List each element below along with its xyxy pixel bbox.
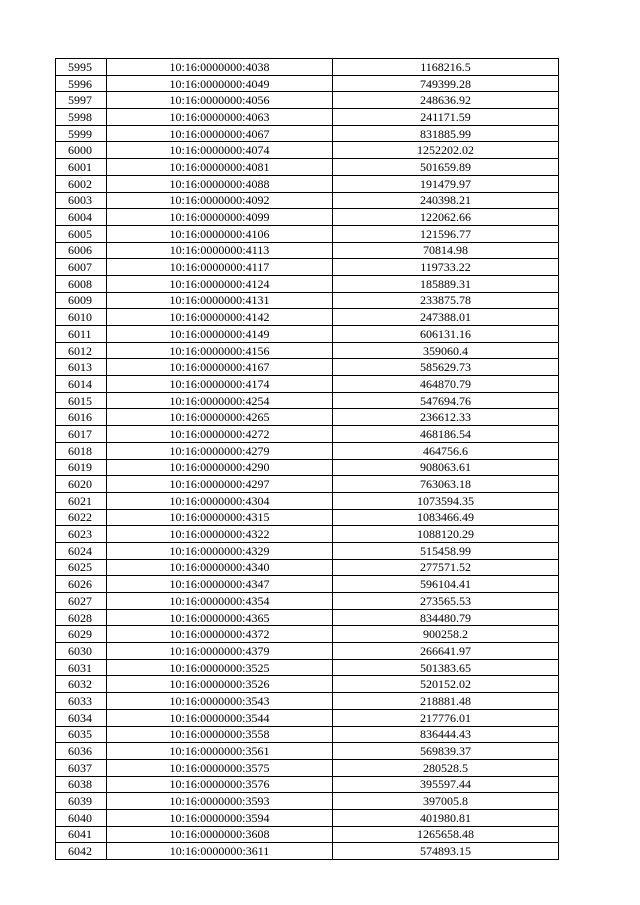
cadastral-number-cell: 10:16:0000000:3544 xyxy=(107,709,333,726)
cadastral-number-cell: 10:16:0000000:4340 xyxy=(107,559,333,576)
table-row xyxy=(56,509,559,526)
row-number-cell: 6026 xyxy=(56,576,107,593)
value-cell: 280528.5 xyxy=(333,759,559,776)
value-cell: 831885.99 xyxy=(333,125,559,142)
table-row xyxy=(56,426,559,443)
table-row xyxy=(56,59,559,76)
cadastral-number-cell: 10:16:0000000:4099 xyxy=(107,209,333,226)
value-cell: 1252202.02 xyxy=(333,142,559,159)
row-number-cell: 6018 xyxy=(56,442,107,459)
row-number-cell: 6031 xyxy=(56,659,107,676)
table-row xyxy=(56,392,559,409)
table-row xyxy=(56,225,559,242)
cadastral-number-cell: 10:16:0000000:4088 xyxy=(107,175,333,192)
cadastral-number-cell: 10:16:0000000:3608 xyxy=(107,826,333,843)
cadastral-number-cell: 10:16:0000000:3561 xyxy=(107,743,333,760)
value-cell: 468186.54 xyxy=(333,426,559,443)
row-number-cell: 6033 xyxy=(56,693,107,710)
table-row xyxy=(56,826,559,843)
table-row xyxy=(56,92,559,109)
row-number-cell: 6014 xyxy=(56,376,107,393)
table-row xyxy=(56,292,559,309)
value-cell: 1073594.35 xyxy=(333,492,559,509)
cadastral-number-cell: 10:16:0000000:4304 xyxy=(107,492,333,509)
row-number-cell: 6035 xyxy=(56,726,107,743)
table-row xyxy=(56,342,559,359)
cadastral-number-cell: 10:16:0000000:4117 xyxy=(107,259,333,276)
cadastral-number-cell: 10:16:0000000:4279 xyxy=(107,442,333,459)
value-cell: 515458.99 xyxy=(333,542,559,559)
table-row xyxy=(56,743,559,760)
table-row xyxy=(56,843,559,860)
cadastral-number-cell: 10:16:0000000:4149 xyxy=(107,326,333,343)
table-row xyxy=(56,275,559,292)
value-cell: 266641.97 xyxy=(333,643,559,660)
cadastral-number-cell: 10:16:0000000:4297 xyxy=(107,476,333,493)
row-number-cell: 6006 xyxy=(56,242,107,259)
value-cell: 401980.81 xyxy=(333,809,559,826)
row-number-cell: 6001 xyxy=(56,159,107,176)
value-cell: 900258.2 xyxy=(333,626,559,643)
table-row xyxy=(56,626,559,643)
table-row xyxy=(56,459,559,476)
cadastral-number-cell: 10:16:0000000:4315 xyxy=(107,509,333,526)
cadastral-number-cell: 10:16:0000000:4124 xyxy=(107,275,333,292)
value-cell: 908063.61 xyxy=(333,459,559,476)
row-number-cell: 6029 xyxy=(56,626,107,643)
table-row xyxy=(56,643,559,660)
table-row xyxy=(56,409,559,426)
table-row xyxy=(56,759,559,776)
table-row xyxy=(56,309,559,326)
value-cell: 359060.4 xyxy=(333,342,559,359)
value-cell: 236612.33 xyxy=(333,409,559,426)
value-cell: 241171.59 xyxy=(333,109,559,126)
value-cell: 185889.31 xyxy=(333,275,559,292)
row-number-cell: 6007 xyxy=(56,259,107,276)
table-row xyxy=(56,676,559,693)
cadastral-number-cell: 10:16:0000000:4081 xyxy=(107,159,333,176)
table-row xyxy=(56,542,559,559)
table-row xyxy=(56,659,559,676)
row-number-cell: 6009 xyxy=(56,292,107,309)
cadastral-number-cell: 10:16:0000000:4092 xyxy=(107,192,333,209)
row-number-cell: 6016 xyxy=(56,409,107,426)
cadastral-number-cell: 10:16:0000000:4038 xyxy=(107,59,333,76)
cadastral-number-cell: 10:16:0000000:3525 xyxy=(107,659,333,676)
table-row xyxy=(56,726,559,743)
row-number-cell: 6008 xyxy=(56,275,107,292)
row-number-cell: 6030 xyxy=(56,643,107,660)
cadastral-number-cell: 10:16:0000000:4113 xyxy=(107,242,333,259)
cadastral-number-cell: 10:16:0000000:3543 xyxy=(107,693,333,710)
value-cell: 1083466.49 xyxy=(333,509,559,526)
row-number-cell: 6010 xyxy=(56,309,107,326)
row-number-cell: 6017 xyxy=(56,426,107,443)
row-number-cell: 6027 xyxy=(56,593,107,610)
value-cell: 70814.98 xyxy=(333,242,559,259)
cadastral-number-cell: 10:16:0000000:4372 xyxy=(107,626,333,643)
value-cell: 836444.43 xyxy=(333,726,559,743)
cadastral-number-cell: 10:16:0000000:3558 xyxy=(107,726,333,743)
row-number-cell: 6021 xyxy=(56,492,107,509)
value-cell: 585629.73 xyxy=(333,359,559,376)
table-row xyxy=(56,75,559,92)
table-row xyxy=(56,693,559,710)
row-number-cell: 6013 xyxy=(56,359,107,376)
cadastral-number-cell: 10:16:0000000:4365 xyxy=(107,609,333,626)
table-row xyxy=(56,376,559,393)
cadastral-number-cell: 10:16:0000000:3593 xyxy=(107,793,333,810)
table-row xyxy=(56,125,559,142)
value-cell: 119733.22 xyxy=(333,259,559,276)
row-number-cell: 5998 xyxy=(56,109,107,126)
row-number-cell: 5999 xyxy=(56,125,107,142)
row-number-cell: 6041 xyxy=(56,826,107,843)
row-number-cell: 6040 xyxy=(56,809,107,826)
table-row xyxy=(56,142,559,159)
cadastral-number-cell: 10:16:0000000:4063 xyxy=(107,109,333,126)
cadastral-number-cell: 10:16:0000000:4290 xyxy=(107,459,333,476)
value-cell: 596104.41 xyxy=(333,576,559,593)
value-cell: 834480.79 xyxy=(333,609,559,626)
value-cell: 218881.48 xyxy=(333,693,559,710)
cadastral-number-cell: 10:16:0000000:4329 xyxy=(107,542,333,559)
cadastral-number-cell: 10:16:0000000:4272 xyxy=(107,426,333,443)
value-cell: 277571.52 xyxy=(333,559,559,576)
row-number-cell: 5997 xyxy=(56,92,107,109)
table-row xyxy=(56,242,559,259)
row-number-cell: 6025 xyxy=(56,559,107,576)
value-cell: 121596.77 xyxy=(333,225,559,242)
table-row xyxy=(56,526,559,543)
value-cell: 1088120.29 xyxy=(333,526,559,543)
cadastral-number-cell: 10:16:0000000:4074 xyxy=(107,142,333,159)
value-cell: 233875.78 xyxy=(333,292,559,309)
cadastral-number-cell: 10:16:0000000:4106 xyxy=(107,225,333,242)
value-cell: 464870.79 xyxy=(333,376,559,393)
value-cell: 248636.92 xyxy=(333,92,559,109)
table-row xyxy=(56,442,559,459)
row-number-cell: 6023 xyxy=(56,526,107,543)
table-row xyxy=(56,209,559,226)
table-row xyxy=(56,359,559,376)
cadastral-number-cell: 10:16:0000000:4254 xyxy=(107,392,333,409)
row-number-cell: 6022 xyxy=(56,509,107,526)
value-cell: 547694.76 xyxy=(333,392,559,409)
cadastral-number-cell: 10:16:0000000:3575 xyxy=(107,759,333,776)
row-number-cell: 6039 xyxy=(56,793,107,810)
value-cell: 397005.8 xyxy=(333,793,559,810)
cadastral-number-cell: 10:16:0000000:3576 xyxy=(107,776,333,793)
value-cell: 606131.16 xyxy=(333,326,559,343)
value-cell: 501659.89 xyxy=(333,159,559,176)
table-row xyxy=(56,326,559,343)
table-row xyxy=(56,175,559,192)
cadastral-number-cell: 10:16:0000000:4174 xyxy=(107,376,333,393)
cadastral-number-cell: 10:16:0000000:4156 xyxy=(107,342,333,359)
table-row xyxy=(56,259,559,276)
row-number-cell: 6036 xyxy=(56,743,107,760)
row-number-cell: 6028 xyxy=(56,609,107,626)
table-row xyxy=(56,809,559,826)
value-cell: 191479.97 xyxy=(333,175,559,192)
cadastral-number-cell: 10:16:0000000:4142 xyxy=(107,309,333,326)
cadastral-number-cell: 10:16:0000000:4265 xyxy=(107,409,333,426)
row-number-cell: 6005 xyxy=(56,225,107,242)
row-number-cell: 6038 xyxy=(56,776,107,793)
table-row xyxy=(56,593,559,610)
value-cell: 240398.21 xyxy=(333,192,559,209)
row-number-cell: 6042 xyxy=(56,843,107,860)
row-number-cell: 5995 xyxy=(56,59,107,76)
row-number-cell: 6003 xyxy=(56,192,107,209)
value-cell: 464756.6 xyxy=(333,442,559,459)
value-cell: 763063.18 xyxy=(333,476,559,493)
row-number-cell: 6012 xyxy=(56,342,107,359)
row-number-cell: 5996 xyxy=(56,75,107,92)
table-row xyxy=(56,559,559,576)
cadastral-number-cell: 10:16:0000000:3594 xyxy=(107,809,333,826)
table-row xyxy=(56,576,559,593)
value-cell: 247388.01 xyxy=(333,309,559,326)
row-number-cell: 6015 xyxy=(56,392,107,409)
cadastral-number-cell: 10:16:0000000:4167 xyxy=(107,359,333,376)
value-cell: 217776.01 xyxy=(333,709,559,726)
table-row xyxy=(56,793,559,810)
row-number-cell: 6004 xyxy=(56,209,107,226)
row-number-cell: 6011 xyxy=(56,326,107,343)
value-cell: 520152.02 xyxy=(333,676,559,693)
value-cell: 749399.28 xyxy=(333,75,559,92)
table-row xyxy=(56,476,559,493)
table-row xyxy=(56,492,559,509)
cadastral-number-cell: 10:16:0000000:4347 xyxy=(107,576,333,593)
row-number-cell: 6024 xyxy=(56,542,107,559)
cadastral-number-cell: 10:16:0000000:4049 xyxy=(107,75,333,92)
value-cell: 1265658.48 xyxy=(333,826,559,843)
cadastral-number-cell: 10:16:0000000:4056 xyxy=(107,92,333,109)
data-table xyxy=(55,58,559,860)
table-row xyxy=(56,776,559,793)
cadastral-number-cell: 10:16:0000000:4354 xyxy=(107,593,333,610)
value-cell: 1168216.5 xyxy=(333,59,559,76)
row-number-cell: 6019 xyxy=(56,459,107,476)
row-number-cell: 6002 xyxy=(56,175,107,192)
row-number-cell: 6032 xyxy=(56,676,107,693)
table-row xyxy=(56,159,559,176)
cadastral-number-cell: 10:16:0000000:3526 xyxy=(107,676,333,693)
row-number-cell: 6034 xyxy=(56,709,107,726)
cadastral-number-cell: 10:16:0000000:3611 xyxy=(107,843,333,860)
value-cell: 574893.15 xyxy=(333,843,559,860)
table-row xyxy=(56,709,559,726)
table-row xyxy=(56,192,559,209)
table-body xyxy=(56,59,559,860)
cadastral-number-cell: 10:16:0000000:4067 xyxy=(107,125,333,142)
value-cell: 273565.53 xyxy=(333,593,559,610)
cadastral-number-cell: 10:16:0000000:4322 xyxy=(107,526,333,543)
row-number-cell: 6037 xyxy=(56,759,107,776)
cadastral-number-cell: 10:16:0000000:4379 xyxy=(107,643,333,660)
row-number-cell: 6000 xyxy=(56,142,107,159)
table-row xyxy=(56,109,559,126)
value-cell: 122062.66 xyxy=(333,209,559,226)
table-row xyxy=(56,609,559,626)
value-cell: 395597.44 xyxy=(333,776,559,793)
row-number-cell: 6020 xyxy=(56,476,107,493)
cadastral-number-cell: 10:16:0000000:4131 xyxy=(107,292,333,309)
value-cell: 569839.37 xyxy=(333,743,559,760)
value-cell: 501383.65 xyxy=(333,659,559,676)
